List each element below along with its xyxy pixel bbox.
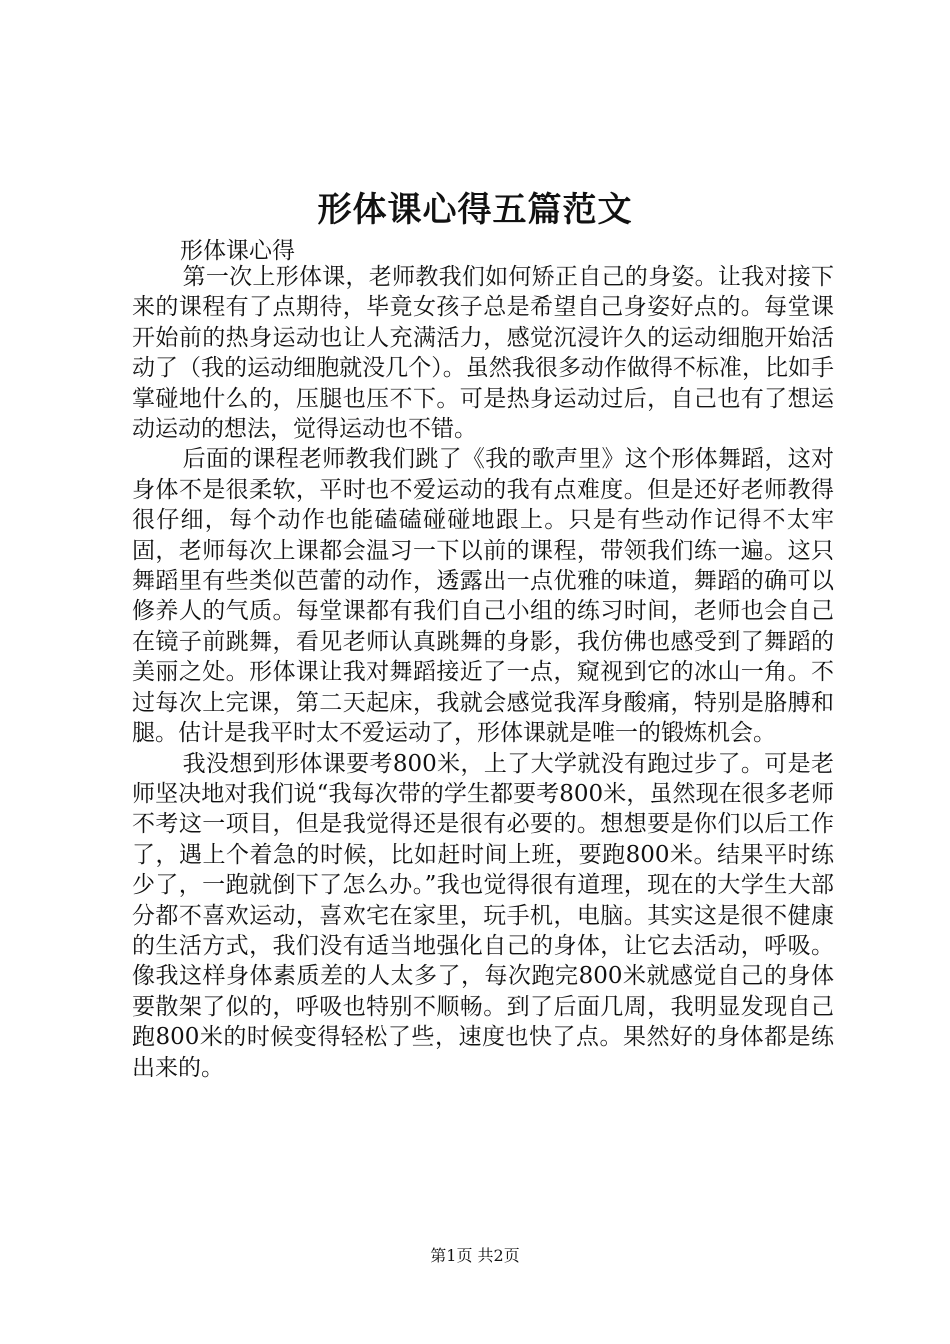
document-subtitle: 形体课心得 xyxy=(180,238,295,264)
page-footer: 第1页 共2页 xyxy=(430,1246,520,1265)
paragraph-3: 我没想到形体课要考800米，上了大学就没有跑过步了。可是老师坚决地对我们说“我每次带的学生都要考800米，虽然现在很多老师不考这一项目，但是我觉得还是很有必要的。想想要是你们以后工作了，遇上个着急的时候，比如赶时间上班，要跑800米。结果平时练少了，一跑就倒下了怎么办。”我也觉得很有道理，现在的大学生大部分都不喜欢运动，喜欢宅在家里，玩手机，电脑。其实这是很不健康的生活方式，我们没有适当地强化自己的身体，让它去活动，呼吸。像我这样身体素质差的人太多了，每次跑完800米就感觉自己的身体要散架了似的，呼吸也特别不顺畅。到了后面几周，我明显发现自己跑800米的时候变得轻松了些，速度也快了点。果然好的身体都是练出来的。 xyxy=(132,750,834,1081)
paragraph-1: 第一次上形体课，老师教我们如何矫正自己的身姿。让我对接下来的课程有了点期待，毕竟女孩子总是希望自己身姿好点的。每堂课开始前的热身运动也让人充满活力，感觉沉浸许久的运动细胞开始活动了（我的运动细胞就没几个）。虽然我很多动作做得不标准，比如手掌碰地什么的，压腿也压不下。可是热身运动过后，自己也有了想运动运动的想法，觉得运动也不错。 xyxy=(132,264,834,443)
document-title: 形体课心得五篇范文 xyxy=(317,190,633,230)
paragraph-2: 后面的课程老师教我们跳了《我的歌声里》这个形体舞蹈，这对身体不是很柔软，平时也不爱运动的我有点难度。但是还好老师教得很仔细，每个动作也能磕磕碰碰地跟上。只是有些动作记得不太牢固，老师每次上课都会温习一下以前的课程，带领我们练一遍。这只舞蹈里有些类似芭蕾的动作，透露出一点优雅的味道，舞蹈的确可以修养人的气质。每堂课都有我们自己小组的练习时间，老师也会自己在镜子前跳舞，看见老师认真跳舞的身影，我仿佛也感受到了舞蹈的美丽之处。形体课让我对舞蹈接近了一点，窥视到它的冰山一角。不过每次上完课，第二天起床，我就会感觉我浑身酸痛，特别是胳膊和腿。估计是我平时太不爱运动了，形体课就是唯一的锻炼机会。 xyxy=(132,446,834,747)
document-body xyxy=(132,262,834,1083)
